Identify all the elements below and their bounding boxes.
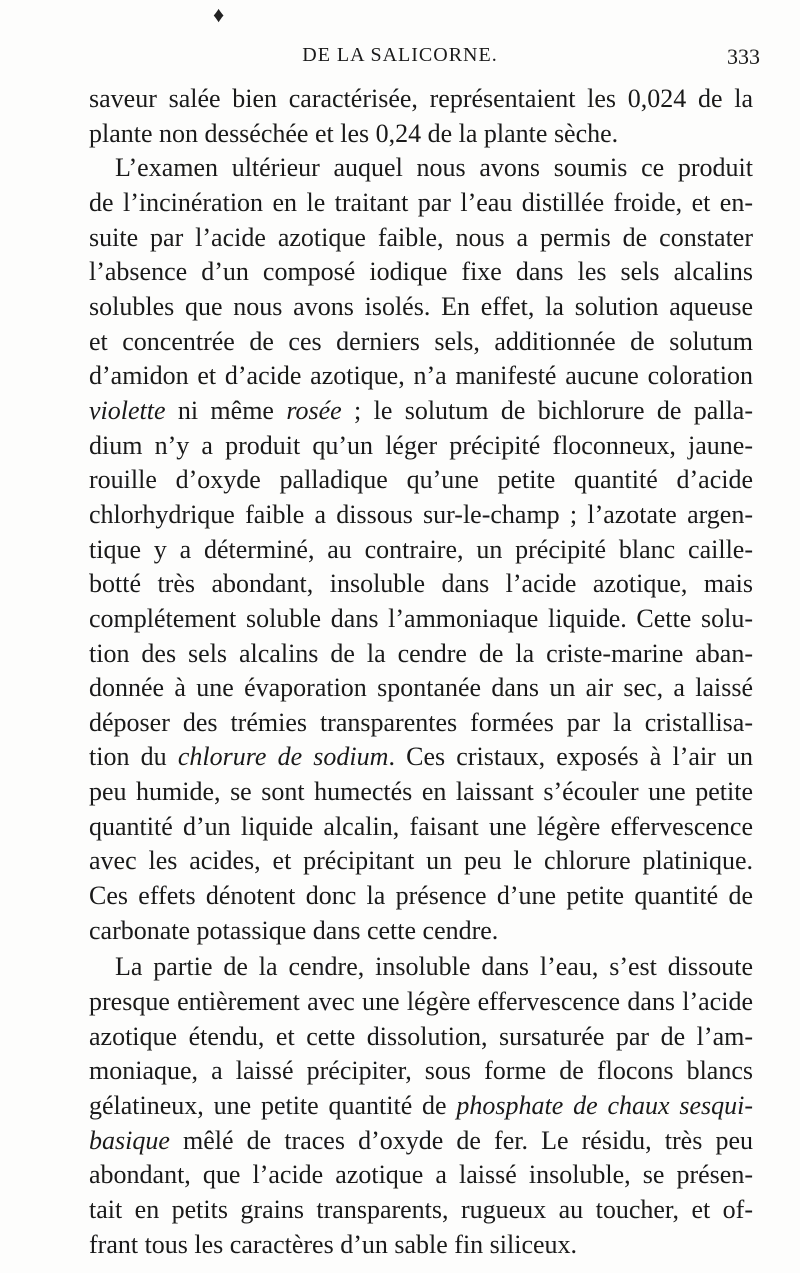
text-line: avec les acides, et précipitant un peu le chlorure platinique. bbox=[89, 846, 753, 876]
text-line: suite par l’acide azotique faible, nous a permis de constater bbox=[89, 222, 753, 252]
text-line: gélatineux, une petite quantité de phosphate de chaux sesqui- bbox=[89, 1091, 753, 1121]
text-line: carbonate potassique dans cette cendre. bbox=[89, 915, 499, 945]
text-line: d’amidon et d’acide azotique, n’a manifesté aucune coloration bbox=[89, 361, 753, 391]
text-line: tion des sels alcalins de la cendre de la criste-marine aban- bbox=[89, 638, 753, 668]
paragraph-1 bbox=[89, 82, 753, 151]
text-line: tait en petits grains transparents, rugueux au toucher, et of- bbox=[89, 1195, 753, 1224]
text-line: complétement soluble dans l’ammoniaque liquide. Cette solu- bbox=[89, 603, 753, 633]
text-line: L’examen ultérieur auquel nous avons soumis ce produit bbox=[115, 153, 753, 183]
text-line: de l’incinération en le traitant par l’eau distillée froide, et en- bbox=[89, 187, 753, 217]
text-line: frant tous les caractères d’un sable fin siliceux. bbox=[89, 1229, 578, 1259]
text-line: et concentrée de ces derniers sels, additionnée de solutum bbox=[89, 326, 753, 356]
text-line: chlorhydrique faible a dissous sur-le-champ ; l’azotate argen- bbox=[89, 499, 753, 529]
text-line: La partie de la cendre, insoluble dans l’eau, s’est dissoute bbox=[115, 952, 753, 982]
text-line: botté très abondant, insoluble dans l’acide azotique, mais bbox=[89, 569, 753, 599]
text-line: abondant, que l’acide azotique a laissé insoluble, se présen- bbox=[89, 1160, 753, 1190]
running-head bbox=[0, 44, 800, 74]
page-number: 333 bbox=[727, 44, 760, 69]
text-line: tion du chlorure de sodium. Ces cristaux, exposés à l’air un bbox=[89, 742, 754, 772]
text-line: quantité d’un liquide alcalin, faisant une légère effervescence bbox=[89, 811, 753, 841]
text-line: l’absence d’un composé iodique fixe dans les sels alcalins bbox=[89, 257, 753, 287]
text-line: peu humide, se sont humectés en laissant s’écouler une petite bbox=[89, 777, 753, 807]
paragraph-2 bbox=[89, 151, 753, 948]
text-line: presque entièrement avec une légère effervescence dans l’acide bbox=[89, 987, 753, 1017]
paragraph-3 bbox=[89, 950, 753, 1262]
text-line: violette ni même rosée ; le solutum de bichlorure de palla- bbox=[89, 395, 753, 425]
text-line: solubles que nous avons isolés. En effet, la solution aqueuse bbox=[89, 291, 753, 321]
text-line: plante non desséchée et les 0,24 de la plante sèche. bbox=[89, 118, 619, 148]
text-line: moniaque, a laissé précipiter, sous forme de flocons blancs bbox=[89, 1056, 753, 1086]
text-line: donnée à une évaporation spontanée dans un air sec, a laissé bbox=[89, 673, 753, 703]
text-line: azotique étendu, et cette dissolution, sursaturée par de l’am- bbox=[89, 1021, 753, 1051]
text-line: basique mêlé de traces d’oxyde de fer. Le résidu, très peu bbox=[89, 1125, 753, 1155]
body-text bbox=[89, 82, 753, 1262]
text-line: dium n’y a produit qu’un léger précipité floconneux, jaune- bbox=[89, 430, 753, 460]
text-line: tique y a déterminé, au contraire, un précipité blanc caille- bbox=[89, 534, 753, 564]
text-line: Ces effets dénotent donc la présence d’une petite quantité de bbox=[89, 881, 753, 911]
running-title: DE LA SALICORNE. bbox=[302, 44, 498, 66]
text-line: rouille d’oxyde palladique qu’une petite quantité d’acide bbox=[89, 465, 753, 495]
printer-mark: ♦ bbox=[213, 2, 225, 27]
text-line: déposer des trémies transparentes formées par la cristallisa- bbox=[89, 707, 753, 737]
text-line: saveur salée bien caractérisée, représentaient les 0,024 de la bbox=[89, 84, 753, 113]
